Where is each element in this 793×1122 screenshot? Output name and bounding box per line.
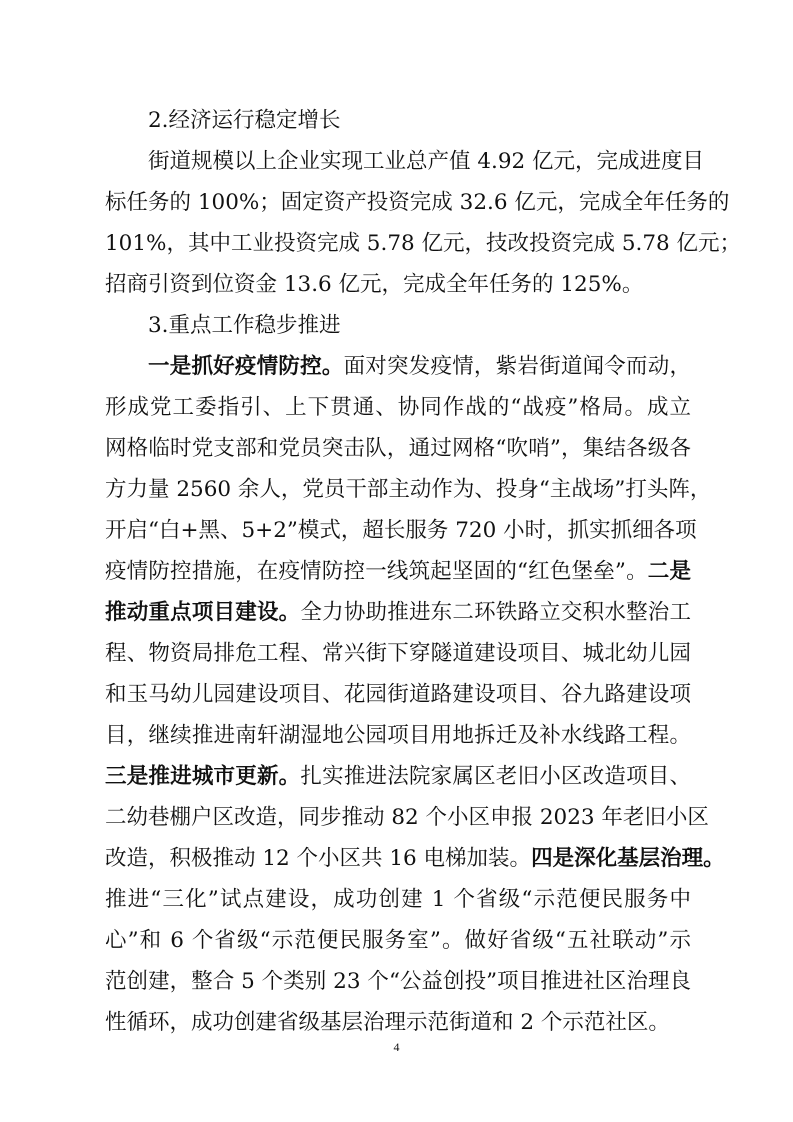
paragraph-line (105, 551, 691, 592)
bold-lead-second: 二是 (647, 559, 691, 584)
section-3-heading: 3.重点工作稳步推进 (148, 313, 341, 338)
paragraph-line: 街道规模以上企业实现工业总产值 4.92 亿元，完成进度目 (148, 149, 705, 174)
section-3-paragraph (105, 346, 725, 1043)
paragraph-line (105, 346, 691, 387)
paragraph-line: 招商引资到位资金 13.6 亿元，完成全年任务的 125%。 (105, 272, 644, 297)
paragraph-line: 网格临时党支部和党员突击队，通过网格“吹哨”，集结各级各 (105, 436, 691, 461)
line-text: 改造，积极推动 12 个小区共 16 电梯加装。 (105, 846, 532, 871)
paragraph-line (105, 756, 691, 797)
paragraph-line: 二幼巷棚户区改造，同步推动 82 个小区申报 2023 年老旧小区 (105, 805, 709, 830)
bold-lead-projects: 推动重点项目建设。 (105, 600, 301, 625)
paragraph-line: 和玉马幼儿园建设项目、花园街道路建设项目、谷九路建设项 (105, 682, 691, 707)
bold-lead-governance: 四是深化基层治理。 (531, 846, 725, 871)
paragraph-line: 101%，其中工业投资完成 5.78 亿元，技改投资完成 5.78 亿元； (105, 231, 742, 256)
paragraph-line: 程、物资局排危工程、常兴街下穿隧道建设项目、城北幼儿园 (105, 641, 691, 666)
line-text: 扎实推进法院家属区老旧小区改造项目、 (300, 764, 691, 789)
paragraph-line: 性循环，成功创建省级基层治理示范街道和 2 个示范社区。 (105, 1010, 670, 1035)
paragraph-line: 范创建，整合 5 个类别 23 个“公益创投”项目推进社区治理良 (105, 969, 691, 994)
bold-lead-urban-renewal: 三是推进城市更新。 (105, 764, 301, 789)
document-body (105, 100, 742, 1043)
line-text: 全力协助推进东二环铁路立交积水整治工 (300, 600, 691, 625)
paragraph-line: 目，继续推进南轩湖湿地公园项目用地拆迁及补水线路工程。 (105, 723, 691, 748)
section-2-heading: 2.经济运行稳定增长 (148, 108, 341, 133)
paragraph-line: 心”和 6 个省级“示范便民服务室”。做好省级“五社联动”示 (105, 928, 691, 953)
paragraph-line: 开启“白+黑、5+2”模式，超长服务 720 小时，抓实抓细各项 (105, 518, 697, 543)
paragraph-line: 方力量 2560 余人，党员干部主动作为、投身“主战场”打头阵， (105, 477, 712, 502)
paragraph-line: 形成党工委指引、上下贯通、协同作战的“战疫”格局。成立 (105, 395, 691, 420)
paragraph-line: 推进“三化”试点建设，成功创建 1 个省级“示范便民服务中 (105, 887, 691, 912)
bold-lead-epidemic: 一是抓好疫情防控。 (148, 354, 344, 379)
paragraph-line (105, 592, 691, 633)
line-text: 面对突发疫情，紫岩街道闻令而动， (343, 354, 691, 379)
section-2-paragraph (105, 141, 742, 305)
line-text: 疫情防控措施，在疫情防控一线筑起坚固的“红色堡垒”。 (105, 559, 648, 584)
paragraph-line: 标任务的 100%；固定资产投资完成 32.6 亿元，完成全年任务的 (105, 190, 730, 215)
paragraph-line (105, 838, 725, 879)
page-number: 4 (393, 1040, 400, 1054)
